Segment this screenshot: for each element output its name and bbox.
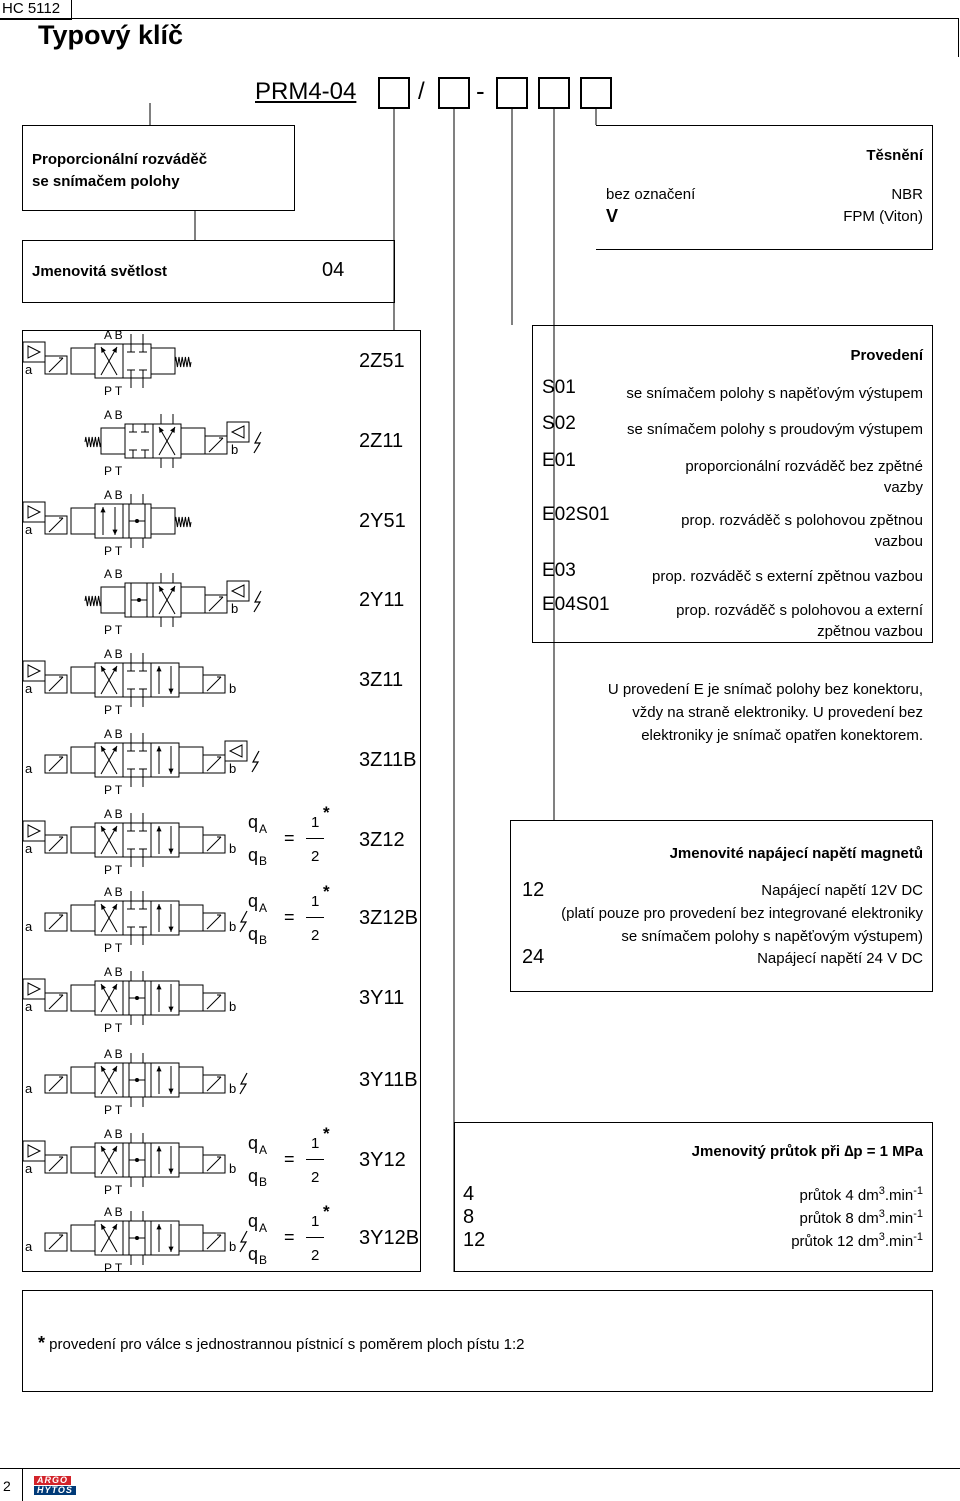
provedeni-desc-cont-3: vazbou — [874, 533, 923, 550]
valve-code-2z11: 2Z11 — [359, 430, 404, 452]
flow-code-12: 12 — [463, 1229, 486, 1251]
ratio-denominator: 2 — [311, 927, 320, 944]
nominal-size-value: 04 — [322, 259, 345, 281]
solenoid-label-a: a — [25, 522, 33, 537]
flow-code-8: 8 — [463, 1206, 475, 1228]
solenoid-label-a: a — [25, 999, 33, 1014]
flow-code-4: 4 — [463, 1183, 475, 1205]
voltage-code-24: 24 — [522, 946, 545, 968]
flow-unit-exp: -1 — [913, 1231, 923, 1243]
ratio-denominator: 2 — [311, 1169, 320, 1186]
provedeni-code-4: E03 — [542, 560, 576, 581]
port-label-top: A B — [104, 330, 123, 342]
port-label-bottom: P T — [104, 1261, 123, 1272]
voltage-note-1: (platí pouze pro provedení bez integrované elektroniky — [561, 905, 923, 922]
ratio-star: * — [323, 803, 330, 822]
port-label-top: A B — [104, 488, 123, 502]
port-label-top: A B — [104, 567, 123, 581]
provedeni-desc-0: se snímačem polohy s napěťovým výstupem — [626, 385, 923, 402]
logo-hytos: HYTOS — [34, 1486, 76, 1495]
port-label-top: A B — [104, 647, 123, 661]
ratio-qb: q — [248, 1166, 259, 1186]
solenoid-label-b: b — [229, 681, 237, 696]
ratio-numerator: 1 — [311, 814, 320, 831]
ratio-qa-sub: A — [259, 1221, 268, 1235]
solenoid-label-b: b — [231, 442, 239, 457]
voltage-code-12: 12 — [522, 879, 545, 901]
product-line-2: se snímačem polohy — [32, 173, 180, 190]
footnote — [38, 1333, 524, 1354]
provedeni-code-1: S02 — [542, 413, 576, 434]
solenoid-label-b: b — [229, 1161, 237, 1176]
seal-value-0: NBR — [891, 186, 923, 203]
flow-desc-8 — [800, 1210, 923, 1227]
argo-hytos-logo — [34, 1476, 94, 1496]
ratio-fraction-bar — [306, 1237, 324, 1238]
valve-code-3z12b: 3Z12B — [359, 907, 418, 929]
flow-desc: průtok 12 dm — [791, 1233, 879, 1250]
port-label-bottom: P T — [104, 1021, 123, 1035]
port-label-top: A B — [104, 1047, 123, 1061]
port-label-bottom: P T — [104, 544, 123, 558]
footer-rule — [0, 1468, 960, 1469]
flow-exp: 3 — [878, 1185, 885, 1197]
ratio-equals: = — [284, 907, 295, 927]
valve-symbol — [22, 647, 236, 717]
valve-symbol — [22, 1127, 236, 1197]
type-key-prefix: PRM4-04 — [255, 78, 357, 105]
footer-page-rule — [22, 1468, 23, 1501]
valve-code-2y11: 2Y11 — [359, 589, 405, 611]
type-key-slash: / — [418, 78, 425, 105]
ratio-qa: q — [248, 891, 259, 911]
port-label-bottom: P T — [104, 941, 123, 955]
ratio-fraction-bar — [306, 917, 324, 918]
ratio-numerator: 1 — [311, 1213, 320, 1230]
ratio-qa: q — [248, 1211, 259, 1231]
ratio-qa-sub: A — [259, 822, 268, 836]
valve-symbol — [22, 330, 191, 398]
flow-unit: .min — [884, 1210, 914, 1227]
solenoid-label-b: b — [229, 841, 237, 856]
ratio-star: * — [323, 882, 330, 901]
seal-value-1: FPM (Viton) — [843, 208, 923, 225]
ratio-qb: q — [248, 1244, 259, 1264]
valve-code-3z11: 3Z11 — [359, 669, 404, 691]
port-label-top: A B — [104, 1205, 123, 1219]
provedeni-code-2: E01 — [542, 450, 576, 471]
flow-unit-exp: -1 — [913, 1185, 923, 1197]
ratio-qa-sub: A — [259, 1143, 268, 1157]
ratio-qb-sub: B — [259, 1175, 268, 1189]
type-key-dash: - — [476, 76, 485, 106]
footnote-star: * — [38, 1333, 46, 1353]
ratio-equals: = — [284, 1149, 295, 1169]
ratio-numerator: 1 — [311, 893, 320, 910]
valve-symbol — [22, 807, 236, 877]
port-label-bottom: P T — [104, 464, 123, 478]
ratio-denominator: 2 — [311, 848, 320, 865]
ratio-qb-sub: B — [259, 1253, 268, 1267]
solenoid-label-b: b — [229, 761, 237, 776]
port-label-bottom: P T — [104, 863, 123, 877]
seal-code-1: V — [606, 206, 619, 226]
valve-code-3z11b: 3Z11B — [359, 749, 417, 771]
flow-desc: průtok 4 dm — [799, 1187, 879, 1204]
product-line-1: Proporcionální rozváděč — [32, 151, 208, 168]
voltage-desc-12: Napájecí napětí 12V DC — [761, 882, 923, 899]
flow-exp: 3 — [878, 1231, 885, 1243]
voltage-desc-24: Napájecí napětí 24 V DC — [757, 950, 923, 967]
provedeni-note-2: vždy na straně elektroniky. U provedení bez — [632, 704, 923, 721]
ratio-equals: = — [284, 828, 295, 848]
logo-argo: ARGO — [34, 1476, 71, 1485]
port-label-bottom: P T — [104, 703, 123, 717]
port-label-top: A B — [104, 727, 123, 741]
ratio-equals: = — [284, 1227, 295, 1247]
solenoid-label-b: b — [229, 1239, 237, 1254]
valve-symbol — [85, 408, 261, 478]
valve-symbol — [25, 1205, 247, 1272]
port-label-bottom: P T — [104, 623, 123, 637]
valve-code-2z51: 2Z51 — [359, 350, 405, 372]
valve-symbol — [25, 1047, 247, 1117]
port-label-top: A B — [104, 408, 123, 422]
provedeni-desc-3: prop. rozváděč s polohovou zpětnou — [681, 512, 923, 529]
provedeni-desc-cont-2: vazby — [883, 479, 923, 496]
valve-symbols — [22, 330, 421, 1272]
ratio-qb: q — [248, 924, 259, 944]
flow-desc-4 — [800, 1187, 923, 1204]
seals-title: Těsnění — [866, 147, 923, 164]
solenoid-label-b: b — [231, 601, 239, 616]
ratio-denominator: 2 — [311, 1247, 320, 1264]
solenoid-label-a: a — [25, 681, 33, 696]
solenoid-label-a: a — [25, 1081, 33, 1096]
port-label-bottom: P T — [104, 1183, 123, 1197]
solenoid-label-a: a — [25, 1161, 33, 1176]
provedeni-desc-2: proporcionální rozváděč bez zpětné — [685, 458, 923, 475]
header-code: HC 5112 — [2, 0, 61, 17]
provedeni-code-0: S01 — [542, 377, 576, 398]
provedeni-desc-1: se snímačem polohy s proudovým výstupem — [627, 421, 923, 438]
ratio-star: * — [323, 1124, 330, 1143]
ratio-star: * — [323, 1202, 330, 1221]
solenoid-label-a: a — [25, 919, 33, 934]
valve-code-3y12b: 3Y12B — [359, 1227, 420, 1249]
ratio-numerator: 1 — [311, 1135, 320, 1152]
voltage-title: Jmenovité napájecí napětí magnetů — [669, 845, 923, 862]
ratio-qa: q — [248, 1133, 259, 1153]
voltage-note-2: se snímačem polohy s napěťovým výstupem) — [621, 928, 923, 945]
valve-code-3y12: 3Y12 — [359, 1149, 406, 1171]
valve-symbol — [22, 488, 191, 558]
flow-unit: .min — [884, 1187, 914, 1204]
provedeni-desc-5: prop. rozváděč s polohovou a externí — [676, 602, 923, 619]
provedeni-desc-cont-5: zpětnou vazbou — [817, 623, 923, 640]
ratio-qa: q — [248, 812, 259, 832]
provedeni-title: Provedení — [850, 347, 923, 364]
valve-symbol — [22, 965, 236, 1035]
ratio-qb: q — [248, 845, 259, 865]
ratio-fraction-bar — [306, 1159, 324, 1160]
provedeni-code-5: E04S01 — [542, 594, 610, 615]
solenoid-label-b: b — [229, 999, 237, 1014]
flow-exp: 3 — [878, 1208, 885, 1220]
port-label-bottom: P T — [104, 1103, 123, 1117]
provedeni-note-3: elektroniky je snímač opatřen konektorem. — [641, 727, 923, 744]
solenoid-label-a: a — [25, 1239, 33, 1254]
page-number: 2 — [3, 1478, 11, 1494]
solenoid-label-b: b — [229, 919, 237, 934]
ratio-qa-sub: A — [259, 901, 268, 915]
valve-code-3y11: 3Y11 — [359, 987, 405, 1009]
ratio-qb-sub: B — [259, 854, 268, 868]
provedeni-desc-4: prop. rozváděč s externí zpětnou vazbou — [652, 568, 923, 585]
port-label-bottom: P T — [104, 783, 123, 797]
provedeni-code-3: E02S01 — [542, 504, 610, 525]
valve-symbol — [25, 727, 259, 797]
product-box — [22, 125, 295, 211]
flow-unit-exp: -1 — [913, 1208, 923, 1220]
flow-desc-12 — [791, 1233, 923, 1250]
valve-code-3y11b: 3Y11B — [359, 1069, 418, 1091]
valve-code-2y51: 2Y51 — [359, 510, 406, 532]
ratio-qb-sub: B — [259, 933, 268, 947]
valve-symbol — [25, 885, 247, 955]
valve-symbol — [85, 567, 261, 637]
port-label-top: A B — [104, 965, 123, 979]
seal-code-0: bez označení — [606, 186, 696, 203]
solenoid-label-b: b — [229, 1081, 237, 1096]
solenoid-label-a: a — [25, 362, 33, 377]
valve-code-3z12: 3Z12 — [359, 829, 405, 851]
port-label-top: A B — [104, 885, 123, 899]
page-title: Typový klíč — [38, 20, 184, 50]
port-label-top: A B — [104, 807, 123, 821]
port-label-bottom: P T — [104, 384, 123, 398]
provedeni-note-1: U provedení E je snímač polohy bez konektoru, — [607, 681, 923, 698]
flow-title: Jmenovitý průtok při ∆p = 1 MPa — [691, 1143, 923, 1160]
ratio-fraction-bar — [306, 838, 324, 839]
solenoid-label-a: a — [25, 761, 33, 776]
footnote-text: provedení pro válce s jednostrannou pístnicí s poměrem ploch pístu 1:2 — [45, 1336, 525, 1353]
flow-desc: průtok 8 dm — [799, 1210, 879, 1227]
nominal-size-label: Jmenovitá světlost — [32, 263, 168, 280]
port-label-top: A B — [104, 1127, 123, 1141]
solenoid-label-a: a — [25, 841, 33, 856]
flow-unit: .min — [884, 1233, 914, 1250]
